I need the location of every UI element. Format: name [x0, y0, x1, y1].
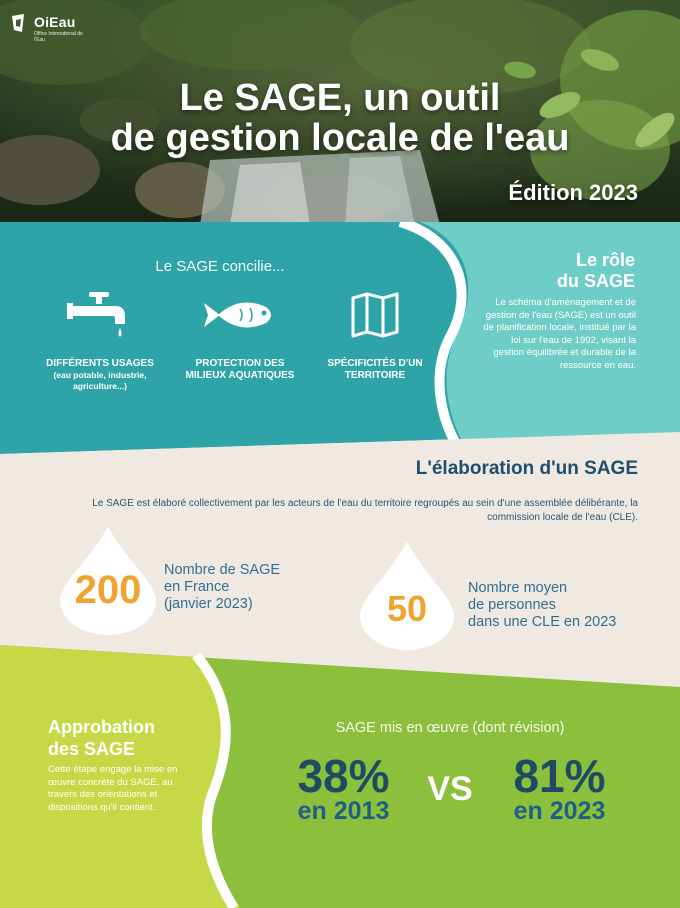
stat-sage-count: 200: [74, 568, 142, 612]
elaboration-title: L'élaboration d'un SAGE: [415, 458, 638, 479]
stat-cle-count: 50: [386, 588, 428, 629]
protection-label: PROTECTION DES MILIEUX AQUATIQUES: [185, 358, 295, 381]
stat-cle-label-line: Nombre moyen: [468, 580, 568, 596]
role-title: [490, 250, 635, 292]
usage-item-usages: [35, 290, 165, 392]
stat-cle-label-line: dans une CLE en 2023: [468, 614, 617, 630]
stat-cle-label-line: de personnes: [468, 597, 556, 613]
role-title-line2: du SAGE: [556, 271, 635, 291]
stat-cle-label: [468, 580, 658, 631]
year-2013: en 2013: [297, 797, 390, 825]
page-title-line2: de gestion locale de l'eau: [110, 117, 570, 159]
usage-item-protection: [175, 290, 305, 382]
year-2023: en 2023: [513, 797, 606, 825]
map-icon: [349, 292, 401, 338]
role-description: Le schéma d'aménagement et de gestion de l'eau (SAGE) est un outil de planification locale, institué par la loi sur l'eau de 1992, visant la gestion équilibrée et durable de la ressource en eau.: [483, 297, 636, 371]
approbation-title-line1: Approbation: [48, 717, 155, 737]
logo-subtitle: Office International de l'Eau: [34, 31, 83, 43]
hero-banner: [0, 0, 680, 225]
stat-sage-label: [164, 562, 334, 613]
faucet-icon: [65, 290, 135, 340]
approbation-title-line2: des SAGE: [48, 739, 136, 759]
comparison-heading: SAGE mis en œuvre (dont révision): [335, 720, 565, 736]
fish-icon: [200, 295, 280, 335]
usage-label: DIFFÉRENTS USAGES: [46, 358, 154, 369]
usage-sublabel: (eau potable, industrie, agriculture...): [53, 370, 147, 391]
stat-sage-label-line: (janvier 2023): [164, 596, 253, 612]
pct-2023: 81%: [513, 750, 606, 802]
oieau-logo: [10, 8, 100, 48]
page-title: [40, 78, 640, 158]
approbation-title: [48, 716, 155, 760]
territoire-label: SPÉCIFICITÉS D'UN TERRITOIRE: [327, 358, 423, 381]
stat-sage-label-line: en France: [164, 579, 230, 595]
page-title-line1: Le SAGE, un outil: [179, 77, 501, 119]
logo-name: OiEau: [34, 14, 76, 30]
role-title-line1: Le rôle: [575, 250, 635, 270]
versus-label: VS: [427, 770, 473, 808]
elaboration-description: Le SAGE est élaboré collectivement par les acteurs de l'eau du territoire regroupés au sein d'une assemblée délibérante, la commission locale de l'eau (CLE).: [92, 498, 638, 523]
edition-label: Édition 2023: [508, 180, 638, 205]
logo-icon: [10, 12, 32, 34]
usage-item-territoire: [310, 290, 440, 382]
approbation-description: Cette étape engage la mise en œuvre concrète du SAGE, au travers des orientations et dispositions qu'il contient.: [48, 764, 178, 813]
concilie-heading: Le SAGE concilie...: [155, 258, 285, 275]
stat-sage-label-line: Nombre de SAGE: [164, 562, 281, 578]
pct-2013: 38%: [297, 750, 390, 802]
